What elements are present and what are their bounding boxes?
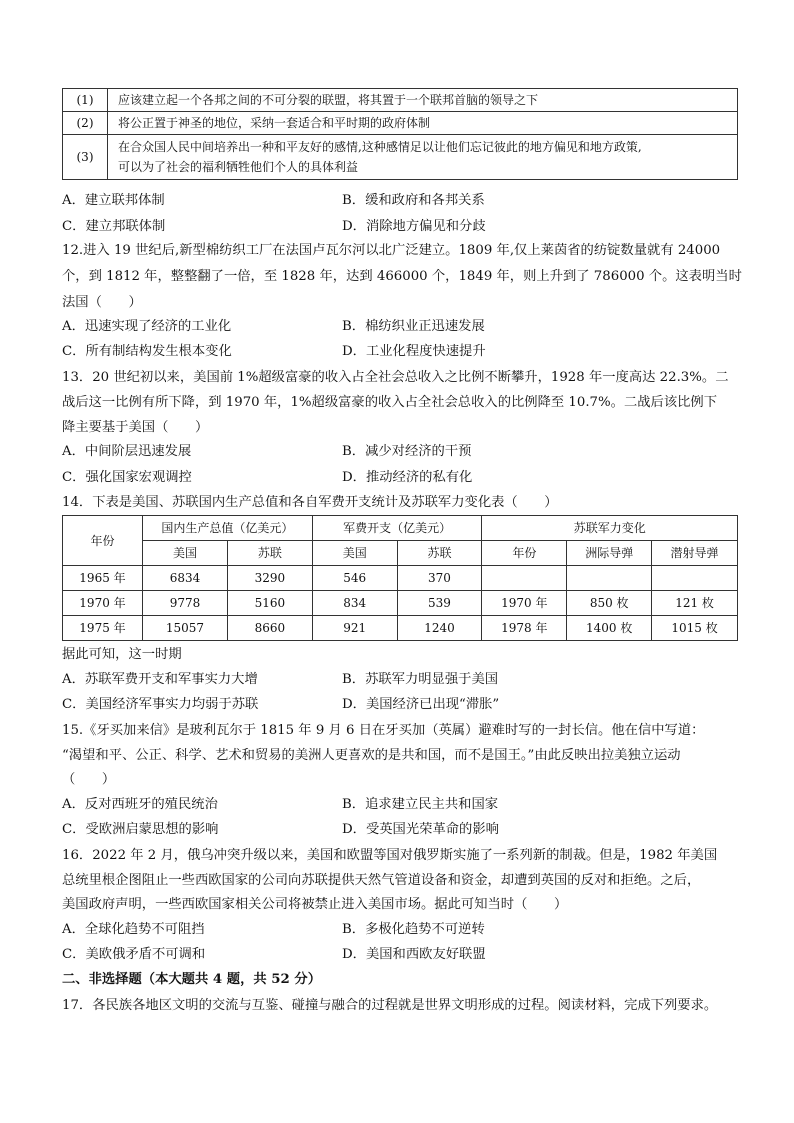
cell: 850 枚 (567, 591, 652, 616)
option-d[interactable]: D．受英国光荣革命的影响 (342, 822, 499, 837)
row-text: 将公正置于神圣的地位，采纳一套适合和平时期的政府体制 (108, 112, 738, 135)
cell: 121 枚 (652, 591, 738, 616)
question-16-line: 16．2022 年 2 月，俄乌冲突升级以来，美国和欧盟等国对俄罗斯实施了一系列新的制裁。但是，1982 年美国 (62, 848, 718, 863)
option-d[interactable]: D．美国和西欧友好联盟 (342, 947, 486, 962)
row-text: 在合众国人民中间培养出一种和平友好的感情,这种感情足以让他们忘记彼此的地方偏见和地方政策, (118, 140, 642, 154)
cell: 1240 (397, 616, 482, 641)
cell: 1970 年 (482, 591, 567, 616)
header-force: 苏联军力变化 (482, 516, 738, 541)
question-13-line: 降主要基于美国（ ） (62, 420, 209, 435)
option-c[interactable]: C．受欧洲启蒙思想的影响 (62, 822, 219, 837)
cell: 9778 (142, 591, 227, 616)
cell: 921 (312, 616, 397, 641)
option-c[interactable]: C．所有制结构发生根本变化 (62, 344, 232, 359)
option-d[interactable]: D．推动经济的私有化 (342, 470, 473, 485)
question-14-line: 据此可知，这一时期 (62, 647, 182, 662)
row-number: (3) (63, 135, 108, 180)
cell (567, 566, 652, 591)
table-row (63, 616, 738, 641)
option-d[interactable]: D．工业化程度快速提升 (342, 344, 486, 359)
question-16-line: 美国政府声明，一些西欧国家相关公司将被禁止进入美国市场。据此可知当时（ ） (62, 897, 568, 912)
cell: 1970 年 (63, 591, 143, 616)
cell: 1400 枚 (567, 616, 652, 641)
cell: 15057 (142, 616, 227, 641)
option-b[interactable]: B．缓和政府和各邦关系 (342, 193, 485, 208)
question-14-line: 14．下表是美国、苏联国内生产总值和各自军费开支统计及苏联军力变化表（ ） (62, 495, 558, 510)
option-b[interactable]: B．棉纺织业正迅速发展 (342, 319, 485, 334)
cell: 1978 年 (482, 616, 567, 641)
question-13-line: 战后这一比例有所下降，到 1970 年，1%超级富豪的收入占全社会总收入的比例降至 10.7%。二战后该比例下 (62, 395, 718, 410)
table-row (63, 112, 738, 135)
cell (482, 566, 567, 591)
row-number: (1) (63, 89, 108, 112)
question-15-line: “渴望和平、公正、科学、艺术和贸易的美洲人更喜欢的是共和国，而不是国王。”由此反映出拉美独立运动 (62, 748, 681, 763)
option-a[interactable]: A．迅速实现了经济的工业化 (62, 319, 232, 334)
option-d[interactable]: D．消除地方偏见和分歧 (342, 219, 486, 234)
statistics-table (62, 515, 738, 641)
option-b[interactable]: B．减少对经济的干预 (342, 444, 472, 459)
cell: 8660 (227, 616, 312, 641)
cell: 3290 (227, 566, 312, 591)
header-gdp: 国内生产总值（亿美元） (142, 516, 312, 541)
question-15-line: 15.《牙买加来信》是玻利瓦尔于 1815 年 9 月 6 日在牙买加（英属）避难时写的一封长信。他在信中写道： (62, 723, 705, 738)
quote-table (62, 88, 738, 180)
table-header-row (63, 541, 738, 566)
option-b[interactable]: B．追求建立民主共和国家 (342, 797, 499, 812)
header-ussr: 苏联 (397, 541, 482, 566)
table-row (63, 566, 738, 591)
cell: 1975 年 (63, 616, 143, 641)
option-b[interactable]: B．苏联军力明显强于美国 (342, 672, 499, 687)
question-12-line: 个，到 1812 年，整整翻了一倍，至 1828 年，达到 466000 个，1849 年，则上升到了 786000 个。这表明当时 (62, 269, 742, 284)
option-c[interactable]: C．美欧俄矛盾不可调和 (62, 947, 206, 962)
option-a[interactable]: A．中间阶层迅速发展 (62, 444, 192, 459)
table-row (63, 135, 738, 180)
cell: 834 (312, 591, 397, 616)
table-row (63, 591, 738, 616)
option-c[interactable]: C．强化国家宏观调控 (62, 470, 192, 485)
question-15-line: （ ） (62, 772, 116, 787)
question-12-line: 12.进入 19 世纪后,新型棉纺织工厂在法国卢瓦尔河以北广泛建立。1809 年,仅上莱茵省的纺锭数量就有 24000 (62, 243, 721, 258)
header-icbm: 洲际导弹 (567, 541, 652, 566)
header-slbm: 潜射导弹 (652, 541, 738, 566)
table-header-row (63, 516, 738, 541)
row-number: (2) (63, 112, 108, 135)
cell: 6834 (142, 566, 227, 591)
option-b[interactable]: B．多极化趋势不可逆转 (342, 922, 485, 937)
question-12-line: 法国（ ） (62, 295, 142, 310)
option-c[interactable]: C．美国经济军事实力均弱于苏联 (62, 697, 259, 712)
option-a[interactable]: A．苏联军费开支和军事实力大增 (62, 672, 258, 687)
cell (652, 566, 738, 591)
header-year: 年份 (63, 516, 143, 566)
cell: 5160 (227, 591, 312, 616)
header-military: 军费开支（亿美元） (312, 516, 482, 541)
header-year: 年份 (482, 541, 567, 566)
option-d[interactable]: D．美国经济已出现“滞胀” (342, 697, 500, 712)
row-text: 应该建立起一个各邦之间的不可分裂的联盟，将其置于一个联邦首脑的领导之下 (108, 89, 738, 112)
option-a[interactable]: A．全球化趋势不可阻挡 (62, 922, 205, 937)
header-ussr: 苏联 (227, 541, 312, 566)
section-heading: 二、非选择题（本大题共 4 题，共 52 分） (62, 972, 322, 987)
header-us: 美国 (142, 541, 227, 566)
cell: 370 (397, 566, 482, 591)
question-13-line: 13．20 世纪初以来，美国前 1%超级富豪的收入占全社会总收入之比例不断攀升，1928 年一度高达 22.3%。二 (62, 370, 729, 385)
option-a[interactable]: A．建立联邦体制 (62, 193, 165, 208)
cell: 539 (397, 591, 482, 616)
question-16-line: 总统里根企图阻止一些西欧国家的公司向苏联提供天然气管道设备和资金，却遭到英国的反对和拒绝。之后， (62, 873, 701, 888)
header-us: 美国 (312, 541, 397, 566)
cell: 546 (312, 566, 397, 591)
table-row (63, 89, 738, 112)
option-c[interactable]: C．建立邦联体制 (62, 219, 166, 234)
option-a[interactable]: A．反对西班牙的殖民统治 (62, 797, 218, 812)
cell: 1015 枚 (652, 616, 738, 641)
cell: 1965 年 (63, 566, 143, 591)
question-17-line: 17．各民族各地区文明的交流与互鉴、碰撞与融合的过程就是世界文明形成的过程。阅读材料，完成下列要求。 (62, 998, 718, 1013)
row-text: 可以为了社会的福利牺牲他们个人的具体利益 (118, 160, 359, 174)
